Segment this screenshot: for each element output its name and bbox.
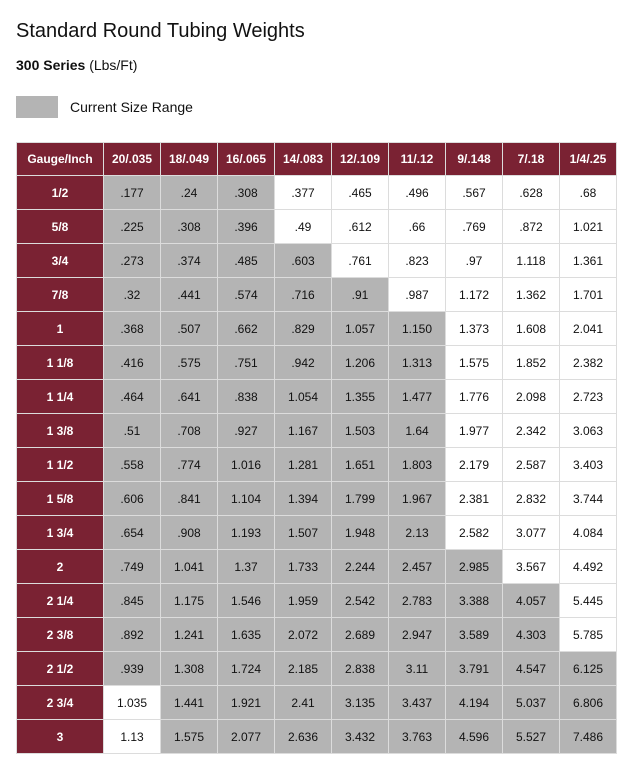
- weight-cell: .841: [161, 482, 218, 516]
- column-header: 20/.035: [104, 143, 161, 176]
- weight-cell: 5.785: [560, 618, 617, 652]
- row-header-gauge: 3/4: [17, 244, 104, 278]
- weight-cell: .465: [332, 176, 389, 210]
- weight-cell: 1.799: [332, 482, 389, 516]
- weight-cell: .485: [218, 244, 275, 278]
- table-row: [17, 210, 617, 244]
- weight-cell: 2.244: [332, 550, 389, 584]
- weight-cell: 1.776: [446, 380, 503, 414]
- weight-cell: 1.921: [218, 686, 275, 720]
- weight-cell: 1.057: [332, 312, 389, 346]
- weight-cell: 1.477: [389, 380, 446, 414]
- weight-cell: 4.596: [446, 720, 503, 754]
- weight-cell: 1.373: [446, 312, 503, 346]
- weight-cell: 3.388: [446, 584, 503, 618]
- tubing-weights-table: [16, 142, 617, 754]
- table-row: [17, 618, 617, 652]
- weight-cell: .49: [275, 210, 332, 244]
- column-header: 18/.049: [161, 143, 218, 176]
- table-row: [17, 550, 617, 584]
- weight-cell: 1.503: [332, 414, 389, 448]
- weight-cell: .574: [218, 278, 275, 312]
- weight-cell: 1.635: [218, 618, 275, 652]
- weight-cell: 2.077: [218, 720, 275, 754]
- table-row: [17, 380, 617, 414]
- weight-cell: 1.852: [503, 346, 560, 380]
- weight-cell: 2.636: [275, 720, 332, 754]
- weight-cell: 3.077: [503, 516, 560, 550]
- weight-cell: 1.308: [161, 652, 218, 686]
- weight-cell: 1.361: [560, 244, 617, 278]
- weight-cell: .751: [218, 346, 275, 380]
- weight-cell: 2.838: [332, 652, 389, 686]
- row-header-gauge: 1 1/2: [17, 448, 104, 482]
- weight-cell: 1.37: [218, 550, 275, 584]
- weight-cell: 1.035: [104, 686, 161, 720]
- weight-cell: 2.382: [560, 346, 617, 380]
- weight-cell: 4.492: [560, 550, 617, 584]
- weight-cell: 5.445: [560, 584, 617, 618]
- weight-cell: 2.185: [275, 652, 332, 686]
- table-row: [17, 652, 617, 686]
- weight-cell: 1.016: [218, 448, 275, 482]
- weight-cell: 3.567: [503, 550, 560, 584]
- weight-cell: .68: [560, 176, 617, 210]
- weight-cell: 2.582: [446, 516, 503, 550]
- row-header-gauge: 1/2: [17, 176, 104, 210]
- weight-cell: .368: [104, 312, 161, 346]
- table-row: [17, 414, 617, 448]
- weight-cell: 3.135: [332, 686, 389, 720]
- weight-cell: 1.977: [446, 414, 503, 448]
- weight-cell: .177: [104, 176, 161, 210]
- weight-cell: 1.118: [503, 244, 560, 278]
- weight-cell: 1.948: [332, 516, 389, 550]
- row-header-gauge: 7/8: [17, 278, 104, 312]
- weight-cell: .464: [104, 380, 161, 414]
- weight-cell: .225: [104, 210, 161, 244]
- row-header-gauge: 1 3/4: [17, 516, 104, 550]
- weight-cell: 6.125: [560, 652, 617, 686]
- weight-cell: 2.179: [446, 448, 503, 482]
- weight-cell: .507: [161, 312, 218, 346]
- row-header-gauge: 1: [17, 312, 104, 346]
- row-header-gauge: 1 1/8: [17, 346, 104, 380]
- weight-cell: .441: [161, 278, 218, 312]
- weight-cell: 4.303: [503, 618, 560, 652]
- weight-cell: 1.172: [446, 278, 503, 312]
- weight-cell: .892: [104, 618, 161, 652]
- weight-cell: 7.486: [560, 720, 617, 754]
- weight-cell: .24: [161, 176, 218, 210]
- row-header-gauge: 2 3/4: [17, 686, 104, 720]
- weight-cell: 5.527: [503, 720, 560, 754]
- weight-cell: .377: [275, 176, 332, 210]
- weight-cell: 1.575: [446, 346, 503, 380]
- weight-cell: 2.381: [446, 482, 503, 516]
- weight-cell: 4.057: [503, 584, 560, 618]
- weight-cell: .939: [104, 652, 161, 686]
- weight-cell: .308: [161, 210, 218, 244]
- table-row: [17, 448, 617, 482]
- weight-cell: .761: [332, 244, 389, 278]
- weight-cell: 3.11: [389, 652, 446, 686]
- row-header-gauge: 5/8: [17, 210, 104, 244]
- weight-cell: 4.547: [503, 652, 560, 686]
- page-title: Standard Round Tubing Weights: [16, 20, 305, 42]
- row-header-gauge: 2 1/4: [17, 584, 104, 618]
- row-header-gauge: 1 1/4: [17, 380, 104, 414]
- column-header: 11/.12: [389, 143, 446, 176]
- weight-cell: .927: [218, 414, 275, 448]
- weight-cell: 2.723: [560, 380, 617, 414]
- weight-cell: 1.803: [389, 448, 446, 482]
- weight-cell: .829: [275, 312, 332, 346]
- weight-cell: 3.432: [332, 720, 389, 754]
- weight-cell: 2.342: [503, 414, 560, 448]
- weight-cell: .91: [332, 278, 389, 312]
- weight-cell: 1.441: [161, 686, 218, 720]
- weight-cell: 1.054: [275, 380, 332, 414]
- weight-cell: .66: [389, 210, 446, 244]
- weight-cell: 2.587: [503, 448, 560, 482]
- weight-cell: .496: [389, 176, 446, 210]
- weight-cell: 1.546: [218, 584, 275, 618]
- weight-cell: .942: [275, 346, 332, 380]
- legend: [16, 96, 193, 118]
- weight-cell: .628: [503, 176, 560, 210]
- weight-cell: .708: [161, 414, 218, 448]
- weight-cell: 1.967: [389, 482, 446, 516]
- series-subtitle: [16, 56, 137, 74]
- table-row: [17, 346, 617, 380]
- weight-cell: 3.744: [560, 482, 617, 516]
- table-row: [17, 312, 617, 346]
- weight-cell: .769: [446, 210, 503, 244]
- weight-cell: .716: [275, 278, 332, 312]
- row-header-gauge: 2: [17, 550, 104, 584]
- weight-cell: .662: [218, 312, 275, 346]
- weight-cell: 6.806: [560, 686, 617, 720]
- column-header: 7/.18: [503, 143, 560, 176]
- weight-cell: 1.507: [275, 516, 332, 550]
- table-row: [17, 176, 617, 210]
- table-row: [17, 278, 617, 312]
- weight-cell: 3.403: [560, 448, 617, 482]
- weight-cell: .845: [104, 584, 161, 618]
- corner-header: Gauge/Inch: [17, 143, 104, 176]
- weight-cell: 2.072: [275, 618, 332, 652]
- weight-cell: .567: [446, 176, 503, 210]
- table-row: [17, 482, 617, 516]
- row-header-gauge: 2 1/2: [17, 652, 104, 686]
- weight-cell: .872: [503, 210, 560, 244]
- weight-cell: .774: [161, 448, 218, 482]
- table-row: [17, 686, 617, 720]
- weight-cell: .603: [275, 244, 332, 278]
- row-header-gauge: 3: [17, 720, 104, 754]
- weight-cell: .374: [161, 244, 218, 278]
- table-row: [17, 720, 617, 754]
- weight-cell: .558: [104, 448, 161, 482]
- weight-cell: .51: [104, 414, 161, 448]
- row-header-gauge: 1 3/8: [17, 414, 104, 448]
- column-header: 9/.148: [446, 143, 503, 176]
- row-header-gauge: 1 5/8: [17, 482, 104, 516]
- weight-cell: .612: [332, 210, 389, 244]
- weight-cell: .838: [218, 380, 275, 414]
- weight-cell: .654: [104, 516, 161, 550]
- series-units: (Lbs/Ft): [89, 57, 138, 73]
- column-header: 1/4/.25: [560, 143, 617, 176]
- weight-cell: 1.733: [275, 550, 332, 584]
- weight-cell: 2.542: [332, 584, 389, 618]
- weight-cell: .273: [104, 244, 161, 278]
- weight-cell: .606: [104, 482, 161, 516]
- weight-cell: 1.13: [104, 720, 161, 754]
- weight-cell: 1.193: [218, 516, 275, 550]
- column-header: 12/.109: [332, 143, 389, 176]
- weight-cell: 3.589: [446, 618, 503, 652]
- weight-cell: 1.355: [332, 380, 389, 414]
- weight-cell: 1.281: [275, 448, 332, 482]
- weight-cell: 3.763: [389, 720, 446, 754]
- weight-cell: 2.041: [560, 312, 617, 346]
- table-body: [17, 176, 617, 754]
- weight-cell: .97: [446, 244, 503, 278]
- weight-cell: .908: [161, 516, 218, 550]
- weight-cell: 1.104: [218, 482, 275, 516]
- weight-cell: 1.241: [161, 618, 218, 652]
- weight-cell: 5.037: [503, 686, 560, 720]
- series-name: 300 Series: [16, 57, 86, 73]
- weight-cell: 4.084: [560, 516, 617, 550]
- weight-cell: 2.783: [389, 584, 446, 618]
- table-row: [17, 516, 617, 550]
- weight-cell: 1.608: [503, 312, 560, 346]
- weight-cell: 1.394: [275, 482, 332, 516]
- weight-cell: 1.362: [503, 278, 560, 312]
- weight-cell: 2.13: [389, 516, 446, 550]
- weight-cell: 1.724: [218, 652, 275, 686]
- table-header-row: [17, 143, 617, 176]
- weight-cell: .987: [389, 278, 446, 312]
- weight-cell: 2.689: [332, 618, 389, 652]
- weight-cell: 4.194: [446, 686, 503, 720]
- weight-cell: 1.651: [332, 448, 389, 482]
- weight-cell: 1.041: [161, 550, 218, 584]
- weight-cell: .416: [104, 346, 161, 380]
- weight-cell: 1.175: [161, 584, 218, 618]
- legend-swatch: [16, 96, 58, 118]
- row-header-gauge: 2 3/8: [17, 618, 104, 652]
- column-header: 14/.083: [275, 143, 332, 176]
- weight-cell: 2.41: [275, 686, 332, 720]
- weight-cell: .32: [104, 278, 161, 312]
- weight-cell: .641: [161, 380, 218, 414]
- weight-cell: 1.150: [389, 312, 446, 346]
- weight-cell: 2.098: [503, 380, 560, 414]
- weight-cell: 2.947: [389, 618, 446, 652]
- weight-cell: 1.206: [332, 346, 389, 380]
- weight-cell: 2.985: [446, 550, 503, 584]
- weight-cell: 3.791: [446, 652, 503, 686]
- weight-cell: .749: [104, 550, 161, 584]
- weight-cell: 1.959: [275, 584, 332, 618]
- weight-cell: .823: [389, 244, 446, 278]
- weight-cell: .308: [218, 176, 275, 210]
- weight-cell: 2.457: [389, 550, 446, 584]
- weight-cell: 1.575: [161, 720, 218, 754]
- weight-cell: .575: [161, 346, 218, 380]
- legend-label: Current Size Range: [70, 99, 193, 115]
- weight-cell: 2.832: [503, 482, 560, 516]
- weight-cell: 1.167: [275, 414, 332, 448]
- column-header: 16/.065: [218, 143, 275, 176]
- weight-cell: 3.437: [389, 686, 446, 720]
- table-row: [17, 244, 617, 278]
- weight-cell: 1.021: [560, 210, 617, 244]
- weight-cell: 1.64: [389, 414, 446, 448]
- weight-cell: 3.063: [560, 414, 617, 448]
- weight-cell: 1.313: [389, 346, 446, 380]
- weight-cell: 1.701: [560, 278, 617, 312]
- table-row: [17, 584, 617, 618]
- weight-cell: .396: [218, 210, 275, 244]
